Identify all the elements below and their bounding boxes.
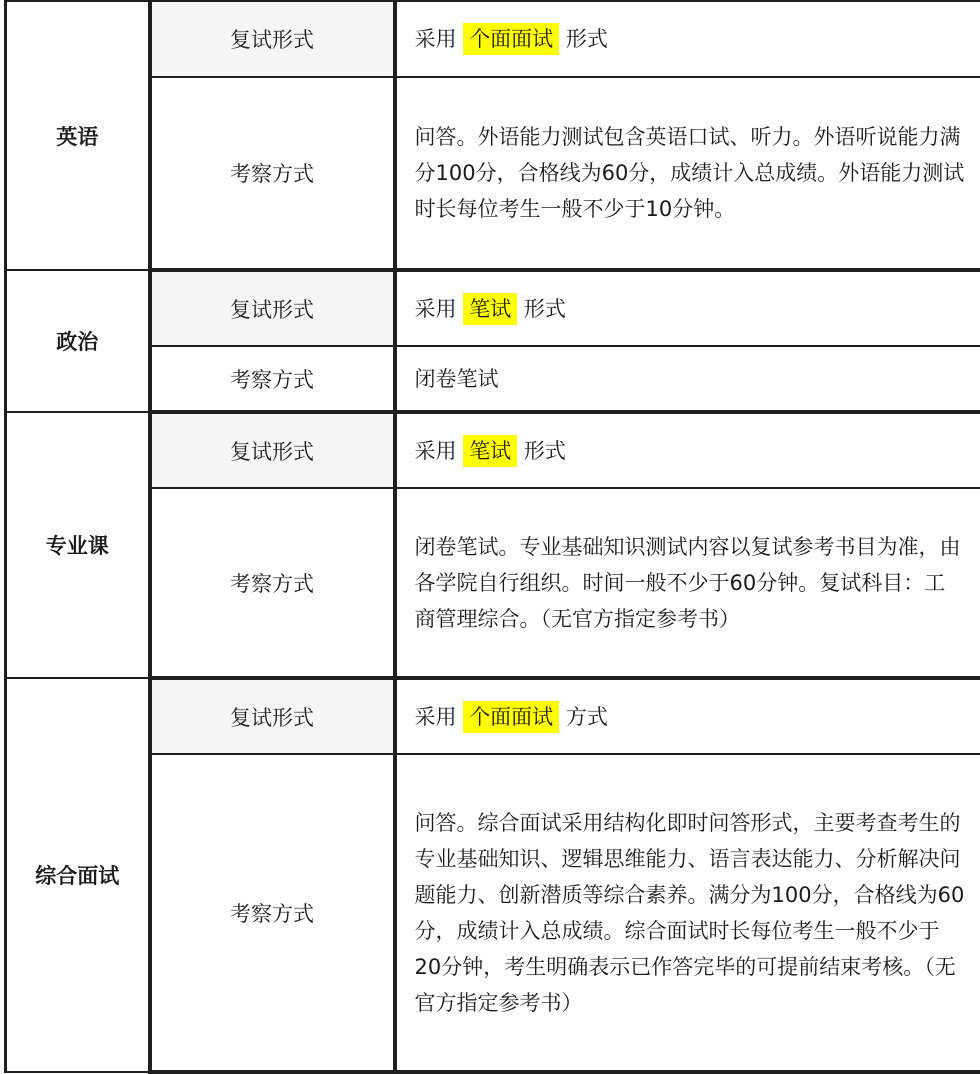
form-content [395, 270, 980, 346]
form-content [395, 678, 980, 754]
form-content [395, 412, 980, 488]
table-row [6, 346, 980, 412]
form-prefix: 采用 [414, 27, 457, 51]
highlight-text: 个面面试 [463, 23, 559, 55]
subject-cell-english: 英语 [6, 1, 150, 270]
exam-label: 考察方式 [150, 488, 395, 678]
form-content [395, 1, 980, 77]
exam-label: 考察方式 [150, 754, 395, 1072]
form-suffix: 形式 [565, 27, 608, 51]
table-row [6, 412, 980, 488]
exam-label: 考察方式 [150, 77, 395, 270]
highlight-text: 笔试 [463, 293, 517, 325]
subject-cell-interview: 综合面试 [6, 678, 150, 1072]
table-row [6, 678, 980, 754]
table-row [6, 1, 980, 77]
exam-label: 考察方式 [150, 346, 395, 412]
form-suffix: 形式 [523, 296, 566, 321]
form-label: 复试形式 [150, 678, 395, 754]
exam-content: 闭卷笔试 [395, 346, 980, 412]
form-suffix: 形式 [523, 438, 566, 463]
form-label: 复试形式 [150, 270, 395, 346]
subject-cell-major: 专业课 [6, 412, 150, 678]
form-label: 复试形式 [150, 1, 395, 77]
form-prefix: 采用 [414, 438, 457, 463]
form-label: 复试形式 [150, 412, 395, 488]
subject-cell-politics: 政治 [6, 270, 150, 412]
table-row [6, 77, 980, 270]
highlight-text: 笔试 [463, 435, 517, 467]
form-prefix: 采用 [414, 296, 457, 321]
form-suffix: 方式 [565, 704, 608, 729]
table-row [6, 488, 980, 678]
retest-table [4, 0, 980, 1074]
exam-content: 闭卷笔试。专业基础知识测试内容以复试参考书目为准，由各学院自行组织。时间一般不少于60分钟。复试科目：工商管理综合。（无官方指定参考书） [395, 488, 980, 678]
highlight-text: 个面面试 [463, 701, 559, 733]
table-row [6, 270, 980, 346]
exam-content: 问答。综合面试采用结构化即时问答形式，主要考查考生的专业基础知识、逻辑思维能力、语言表达能力、分析解决问题能力、创新潜质等综合素养。满分为100分，合格线为60分，成绩计入总成绩。综合面试时长每位考生一般不少于20分钟，考生明确表示已作答完毕的可提前结束考核。（无官方指定参考书） [395, 754, 980, 1072]
form-prefix: 采用 [414, 704, 457, 729]
exam-content: 问答。外语能力测试包含英语口试、听力。外语听说能力满分100分，合格线为60分，成绩计入总成绩。外语能力测试时长每位考生一般不少于10分钟。 [395, 77, 980, 270]
table-row [6, 754, 980, 1072]
